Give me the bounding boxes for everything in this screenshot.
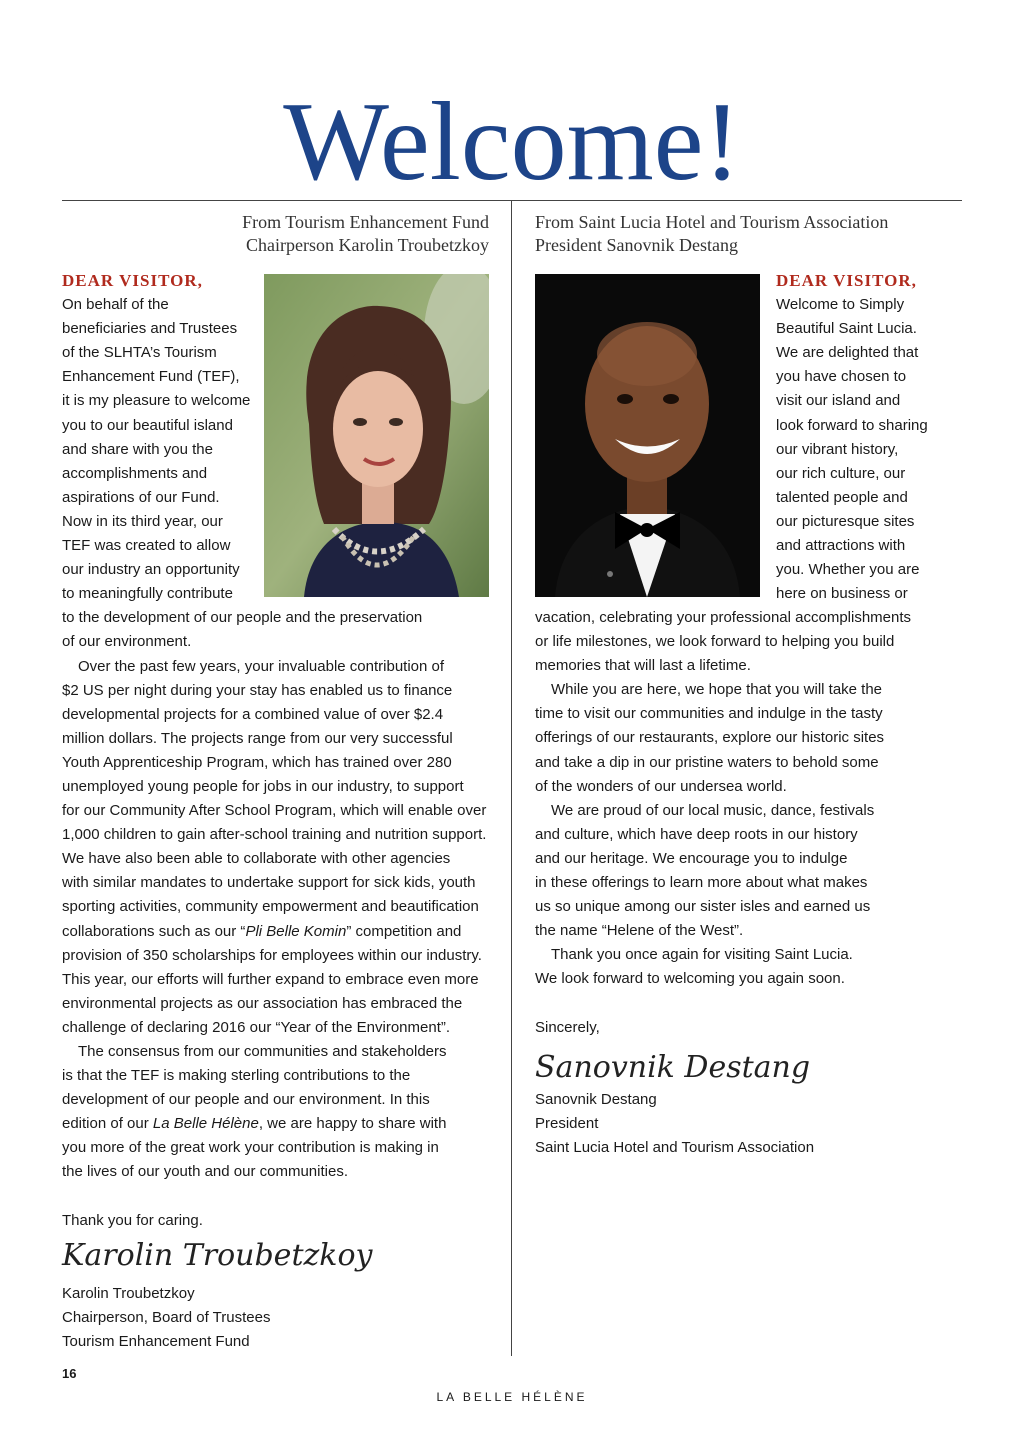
left-signoff-line: Tourism Enhancement Fund	[62, 1333, 250, 1351]
edition-text: edition of our	[62, 1115, 153, 1133]
left-letter-line: Over the past few years, your invaluable contribution of	[78, 657, 445, 675]
right-letter-line: or life milestones, we look forward to helping you build	[535, 633, 895, 651]
right-letter-line: in these offerings to learn more about what makes	[535, 874, 868, 892]
left-letter-line	[62, 1112, 486, 1136]
right-signoff-line: President	[535, 1115, 599, 1133]
left-letter-line: Enhancement Fund (TEF),	[62, 368, 240, 386]
left-letter-line: provision of 350 scholarships for employees within our industry.	[62, 946, 482, 964]
collab-text: ” competition and	[346, 922, 462, 940]
left-letter-line: We have also been able to collaborate with other agencies	[62, 850, 451, 868]
left-letter-line: you more of the great work your contribution is making in	[62, 1139, 439, 1157]
left-letter-line: you to our beautiful island	[62, 416, 233, 434]
right-letter-line: We are delighted that	[776, 344, 919, 362]
right-letter-line: vacation, celebrating your professional accomplishments	[535, 609, 912, 626]
pli-belle-komin-title: Pli Belle Komin	[245, 922, 347, 940]
right-letter-line: and our heritage. We encourage you to indulge	[535, 849, 848, 867]
left-letter-line: accomplishments and	[62, 464, 208, 482]
right-byline	[535, 211, 888, 257]
sanovnik-portrait-photo	[535, 274, 760, 597]
left-letter-line: million dollars. The projects range from our very successful	[62, 729, 453, 747]
left-letter-line: and share with you the	[62, 440, 213, 458]
blank-line	[535, 992, 911, 1016]
right-closing: Sincerely,	[535, 1018, 600, 1036]
right-letter-line: While you are here, we hope that you will take the	[551, 681, 883, 699]
left-byline-line: Chairperson Karolin Troubetzkoy	[246, 235, 489, 255]
right-letter-line: Thank you once again for visiting Saint Lucia.	[551, 946, 853, 964]
column-divider	[511, 201, 512, 1356]
right-letter-line: and culture, which have deep roots in our history	[535, 825, 858, 843]
left-letter-line: to meaningfully contribute	[62, 585, 233, 603]
left-letter-line: development of our people and our environment. In this	[62, 1091, 430, 1109]
right-byline-line: From Saint Lucia Hotel and Tourism Association	[535, 212, 889, 232]
right-letter-line: memories that will last a lifetime.	[535, 657, 751, 675]
right-signoff	[535, 1088, 814, 1160]
left-byline-line: From Tourism Enhancement Fund	[242, 212, 489, 232]
right-letter-line: you. Whether you are	[776, 561, 920, 579]
left-greeting: DEAR VISITOR,	[62, 271, 203, 290]
right-signoff-line: Sanovnik Destang	[535, 1091, 657, 1108]
left-letter-line: of the SLHTA’s Tourism	[62, 344, 217, 362]
left-letter-line: to the development of our people and the preservation	[62, 609, 423, 627]
right-signoff-line: Saint Lucia Hotel and Tourism Association	[535, 1139, 815, 1157]
left-letter-line: environmental projects as our association has embraced the	[62, 994, 463, 1012]
collab-text: collaborations such as our “	[62, 922, 246, 940]
left-signoff-line: Chairperson, Board of Trustees	[62, 1309, 271, 1327]
right-letter-narrow	[776, 269, 928, 606]
right-letter-line: here on business or	[776, 585, 908, 603]
left-letter-line: Now in its third year, our	[62, 512, 223, 530]
page-title: Welcome!	[283, 80, 741, 204]
left-signoff-line: Karolin Troubetzkoy	[62, 1285, 195, 1302]
right-greeting: DEAR VISITOR,	[776, 271, 917, 290]
left-letter-line: beneficiaries and Trustees	[62, 320, 238, 338]
right-letter-wide	[535, 606, 911, 1040]
right-letter-line: our vibrant history,	[776, 440, 899, 458]
right-letter-line: our picturesque sites	[776, 512, 915, 530]
right-letter-line: visit our island and	[776, 392, 901, 410]
blank-line	[62, 1185, 486, 1209]
right-letter-line: We look forward to welcoming you again soon.	[535, 970, 845, 988]
magazine-title: La Belle Hélène	[152, 1115, 259, 1133]
right-letter-line: We are proud of our local music, dance, festivals	[551, 801, 875, 819]
left-letter-line: 1,000 children to gain after-school training and nutrition support.	[62, 826, 487, 844]
right-letter-line: offerings of our restaurants, explore our historic sites	[535, 729, 885, 747]
right-byline-line: President Sanovnik Destang	[535, 235, 738, 255]
left-letter-narrow	[62, 269, 486, 1233]
page-number: 16	[62, 1366, 77, 1381]
left-letter-line: the lives of our youth and our communities.	[62, 1163, 348, 1181]
right-letter-line: Welcome to Simply	[776, 296, 905, 314]
right-letter-line: our rich culture, our	[776, 464, 906, 482]
karolin-signature: Karolin Troubetzkoy	[62, 1238, 373, 1273]
left-letter-line: of our environment.	[62, 633, 192, 651]
sanovnik-signature: Sanovnik Destang	[535, 1050, 811, 1085]
left-letter-line: it is my pleasure to welcome	[62, 392, 251, 410]
left-letter-line: sporting activities, community empowerment and beautification	[62, 898, 479, 916]
left-letter-line: developmental projects for a combined value of over $2.4	[62, 705, 444, 723]
right-letter-line: you have chosen to	[776, 368, 907, 386]
right-letter-line: time to visit our communities and indulge in the tasty	[535, 705, 883, 723]
left-letter-line	[62, 920, 486, 944]
left-letter-line: TEF was created to allow	[62, 537, 231, 555]
left-letter-line: unemployed young people for jobs in our industry, to support	[62, 777, 464, 795]
right-letter-line: of the wonders of our undersea world.	[535, 777, 787, 795]
right-letter-line: Beautiful Saint Lucia.	[776, 320, 917, 338]
left-letter-line: Youth Apprenticeship Program, which has trained over 280	[62, 753, 452, 771]
magazine-name: LA BELLE HÉLÈNE	[436, 1390, 588, 1404]
left-letter-line: with similar mandates to undertake support for sick kids, youth	[62, 874, 476, 892]
right-letter-line: us so unique among our sister isles and earned us	[535, 898, 871, 916]
left-closing: Thank you for caring.	[62, 1211, 203, 1229]
right-letter-line: and take a dip in our pristine waters to behold some	[535, 753, 879, 771]
left-letter-line: for our Community After School Program, which will enable over	[62, 802, 487, 820]
left-letter-line: $2 US per night during your stay has enabled us to finance	[62, 681, 453, 699]
left-byline	[242, 211, 489, 257]
left-letter-line: aspirations of our Fund.	[62, 488, 220, 506]
right-letter-line: look forward to sharing	[776, 416, 928, 434]
right-letter-line: the name “Helene of the West”.	[535, 922, 744, 940]
edition-text: , we are happy to share with	[258, 1115, 447, 1133]
right-letter-line: and attractions with	[776, 537, 906, 555]
right-letter-line: talented people and	[776, 488, 908, 506]
left-letter-line: This year, our efforts will further expand to embrace even more	[62, 970, 479, 988]
left-letter-line: On behalf of the	[62, 296, 169, 314]
left-signoff	[62, 1282, 270, 1354]
left-letter-line: The consensus from our communities and stakeholders	[78, 1043, 447, 1060]
left-letter-line: is that the TEF is making sterling contributions to the	[62, 1067, 411, 1085]
left-letter-line: challenge of declaring 2016 our “Year of the Environment”.	[62, 1018, 451, 1036]
title-divider	[62, 200, 962, 201]
left-letter-line: our industry an opportunity	[62, 561, 240, 579]
